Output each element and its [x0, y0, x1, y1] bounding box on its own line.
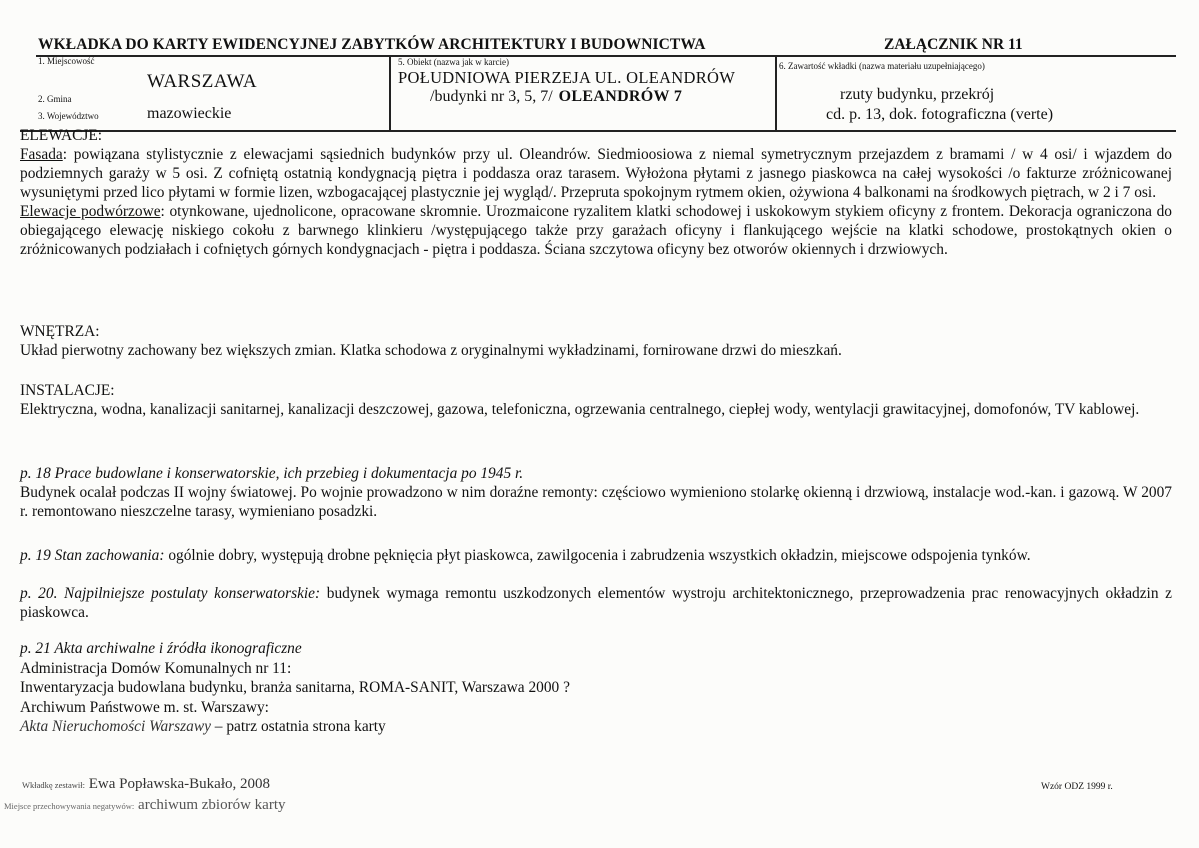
- zawartosc-line1: rzuty budynku, przekrój: [840, 86, 995, 103]
- p21-line4: [20, 717, 1172, 737]
- form-model: Wzór ODZ 1999 r.: [1041, 782, 1113, 792]
- form-title: WKŁADKA DO KARTY EWIDENCYJNEJ ZABYTKÓW ARCHITEKTURY I BUDOWNICTWA: [38, 36, 706, 53]
- wojewodztwo-label: 3. Województwo: [38, 111, 99, 121]
- storage-line: [4, 797, 286, 814]
- podworzowe-text: : otynkowane, ujednolicone, opracowane skromnie. Urozmaicone ryzalitem klatki schodowej i uskokowym stykiem oficyny z frontem. Dekoracja ograniczona do obiegającego elewację niskiego cokołu z barwnego klinkieru /występującego także przy garażach oficyny i flankującego wejście na klatki schodowe, prostokątnych okien o zróżnicowanych podziałach i cofniętych górnych kondygnacjach - piętra i poddasza. Ściana szczytowa oficyny bez otworów okiennych i drzwiowych.: [20, 203, 1172, 258]
- column-divider-2: [775, 56, 777, 130]
- compiler-label: Wkładkę zestawił:: [22, 780, 86, 790]
- p19-text: ogólnie dobry, występują drobne pęknięcia płyt piaskowca, zawilgocenia i zabrudzenia wszystkich okładzin, miejscowe odspojenia tynków.: [164, 547, 1031, 564]
- attachment-number: ZAŁĄCZNIK NR 11: [884, 36, 1023, 53]
- p18-heading: p. 18 Prace budowlane i konserwatorskie, ich przebieg i dokumentacja po 1945 r.: [20, 465, 524, 482]
- gmina-label: 2. Gmina: [38, 94, 72, 104]
- zawartosc-line2: cd. p. 13, dok. fotograficzna (verte): [826, 106, 1054, 123]
- p19-heading: p. 19 Stan zachowania:: [20, 547, 165, 564]
- storage-label: Miejsce przechowywania negatywów:: [4, 801, 135, 811]
- obiekt-address: OLEANDRÓW 7: [558, 88, 683, 105]
- p20-heading: p. 20. Najpilniejsze postulaty konserwatorskie:: [20, 585, 321, 602]
- instalacje-section: [20, 381, 1172, 419]
- wnetrza-text: Układ pierwotny zachowany bez większych zmian. Klatka schodowa z oryginalnymi wykładzinami, fornirowane drzwi do mieszkań.: [20, 342, 842, 359]
- elewacje-heading: ELEWACJE:: [20, 127, 103, 144]
- p21-archive-title: Akta Nieruchomości Warszawy: [20, 718, 211, 735]
- miejscowosc-label: 1. Miejscowość: [38, 56, 95, 66]
- obiekt-buildings: /budynki nr 3, 5, 7/: [430, 88, 553, 105]
- compiler-name: Ewa Popławska-Bukało, 2008: [88, 776, 270, 792]
- elewacje-section: [20, 126, 1172, 259]
- wnetrza-heading: WNĘTRZA:: [20, 323, 100, 340]
- p20-text: budynek wymaga remontu uszkodzonych elementów wystroju architektonicznego, przeprowadzenia prac renowacyjnych okładzin z piaskowca.: [20, 585, 1172, 621]
- p21-section: [20, 639, 1172, 737]
- instalacje-heading: INSTALACJE:: [20, 382, 115, 399]
- p21-heading: p. 21 Akta archiwalne i źródła ikonograficzne: [20, 640, 302, 657]
- wnetrza-section: [20, 322, 1172, 360]
- compiler-line: [22, 776, 270, 793]
- podworzowe-paragraph: [20, 202, 1172, 259]
- p21-line1: Administracja Domów Komunalnych nr 11:: [20, 659, 292, 677]
- p21-line3: Archiwum Państwowe m. st. Warszawy:: [20, 698, 269, 716]
- p21-line2: Inwentaryzacja budowlana budynku, branża sanitarna, ROMA-SANIT, Warszawa 2000 ?: [20, 679, 570, 696]
- fasada-label: Fasada: [20, 146, 63, 163]
- wojewodztwo-value: mazowieckie: [147, 105, 232, 122]
- fasada-text: : powiązana stylistycznie z elewacjami sąsiednich budynków przy ul. Oleandrów. Siedmioosiowa z niemal symetrycznym przejazdem z bramami / w 4 osi/ i wjazdem do podziemnych garaży w 5 osi. Z cofniętą ostatnią kondygnacją piętra i poddasza oraz tarasem. Wyłożona płytami z jasnego piaskowca na całej wysokości /o fakturze zróżnicowanej wysuniętymi przed lico płytami w formie lizen, wzbogacającej plastycznie jej wygląd/. Przepruta spokojnym rytmem okien, ożywiona 4 balkonami na środkowych piętrach, w 2 i 7 osi.: [20, 146, 1172, 201]
- instalacje-text: Elektryczna, wodna, kanalizacji sanitarnej, kanalizacji deszczowej, gazowa, telefoniczna, ogrzewania centralnego, ciepłej wody, wentylacji grawitacyjnej, domofonów, TV kablowej.: [20, 401, 1140, 418]
- obiekt-line2: [430, 88, 682, 106]
- miejscowosc-value: WARSZAWA: [147, 71, 258, 92]
- column-divider-1: [389, 56, 391, 130]
- p19-section: [20, 546, 1172, 565]
- header-rule: [36, 55, 1176, 57]
- obiekt-label: 5. Obiekt (nazwa jak w karcie): [398, 57, 509, 67]
- zawartosc-label: 6. Zawartość wkładki (nazwa materiału uzupełniającego): [779, 61, 985, 71]
- p20-section: [20, 584, 1172, 622]
- storage-value: archiwum zbiorów karty: [138, 797, 286, 813]
- fasada-paragraph: [20, 145, 1172, 202]
- p18-section: [20, 464, 1172, 521]
- podworzowe-label: Elewacje podwórzowe: [20, 203, 161, 220]
- obiekt-line1: POŁUDNIOWA PIERZEJA UL. OLEANDRÓW: [398, 68, 736, 87]
- p21-archive-note: – patrz ostatnia strona karty: [210, 718, 386, 735]
- p18-text: Budynek ocalał podczas II wojny światowej. Po wojnie prowadzono w nim doraźne remonty: częściowo wymieniono stolarkę okienną i drzwiową, instalacje wod.-kan. i gazową. W 2007 r. remontowano nieszczelne tarasy, wymieniano posadzki.: [20, 484, 1172, 520]
